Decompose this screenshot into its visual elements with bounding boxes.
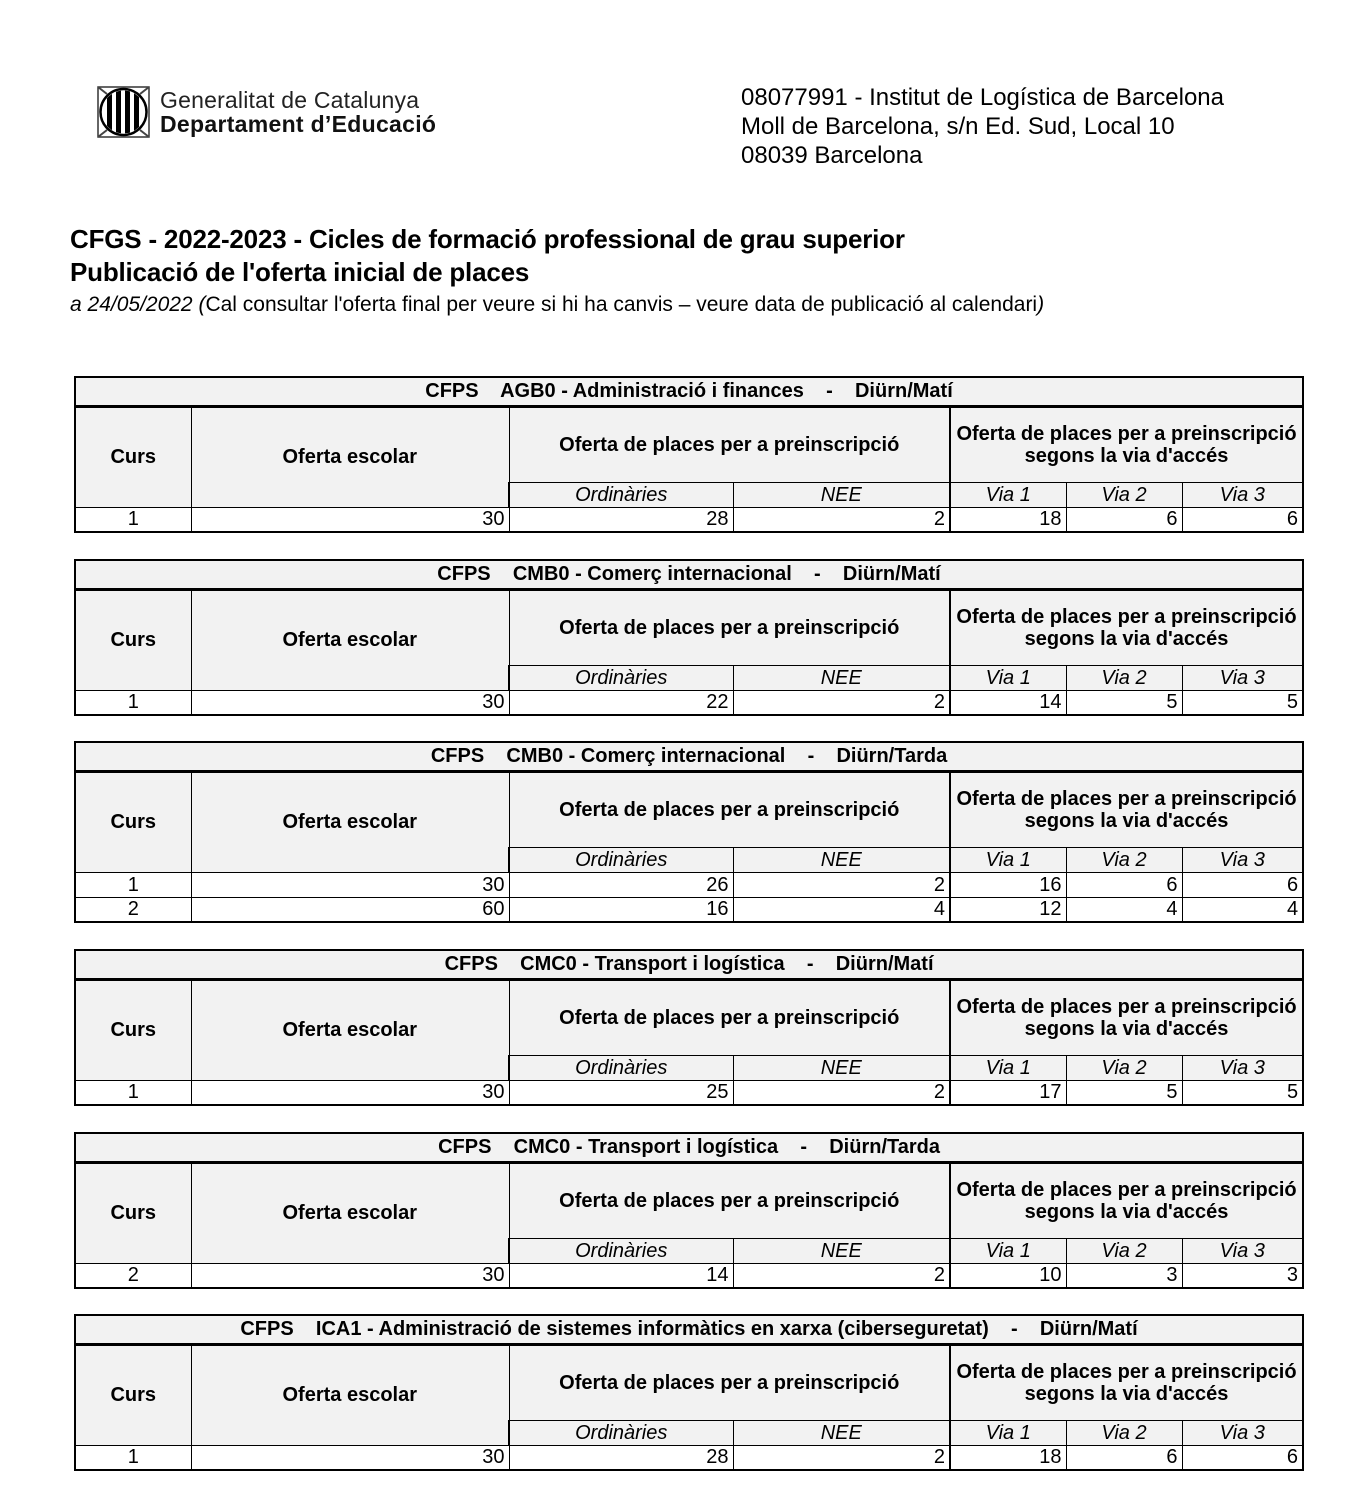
cell-via-2: 6 — [1066, 507, 1182, 532]
header-oferta-escolar: Oferta escolar — [191, 1344, 509, 1445]
header-via-1: Via 1 — [950, 1420, 1066, 1445]
header-via-acces: Oferta de places per a preinscripció segons la via d'accés — [950, 406, 1303, 482]
header-preinscripcio: Oferta de places per a preinscripció — [509, 1162, 950, 1238]
document-titles — [70, 222, 1044, 321]
header-curs: Curs — [75, 1162, 191, 1263]
header-nee: NEE — [733, 1420, 950, 1445]
header-oferta-escolar: Oferta escolar — [191, 771, 509, 872]
table-caption: CFPS CMC0 - Transport i logística - Diürn/Tarda — [75, 1133, 1303, 1162]
logo-line-departament: Departament d’Educació — [160, 111, 437, 137]
cell-via-3: 3 — [1182, 1263, 1303, 1288]
offer-table — [74, 376, 1304, 533]
cell-oferta-escolar: 60 — [191, 897, 509, 922]
table-row — [75, 690, 1303, 715]
cell-curs: 1 — [75, 872, 191, 897]
cell-oferta-escolar: 30 — [191, 1263, 509, 1288]
header-nee: NEE — [733, 482, 950, 507]
header-via-1: Via 1 — [950, 482, 1066, 507]
header-curs: Curs — [75, 1344, 191, 1445]
header-via-2: Via 2 — [1066, 1055, 1182, 1080]
header-nee: NEE — [733, 1238, 950, 1263]
table-caption: CFPS CMB0 - Comerç internacional - Diürn/Tarda — [75, 742, 1303, 771]
cell-curs: 1 — [75, 1445, 191, 1470]
cell-nee: 2 — [733, 872, 950, 897]
header-curs: Curs — [75, 406, 191, 507]
cell-via-3: 6 — [1182, 507, 1303, 532]
header-preinscripcio: Oferta de places per a preinscripció — [509, 1344, 950, 1420]
header-via-3: Via 3 — [1182, 665, 1303, 690]
header-nee: NEE — [733, 665, 950, 690]
header-via-1: Via 1 — [950, 1238, 1066, 1263]
header-via-2: Via 2 — [1066, 665, 1182, 690]
cell-via-3: 6 — [1182, 1445, 1303, 1470]
table-row — [75, 1263, 1303, 1288]
cell-via-1: 18 — [950, 1445, 1066, 1470]
offer-table — [74, 559, 1304, 716]
header-preinscripcio: Oferta de places per a preinscripció — [509, 589, 950, 665]
cell-ordinaries: 14 — [509, 1263, 733, 1288]
cell-curs: 1 — [75, 507, 191, 532]
cell-via-3: 5 — [1182, 1080, 1303, 1105]
cell-via-1: 14 — [950, 690, 1066, 715]
header-via-acces: Oferta de places per a preinscripció segons la via d'accés — [950, 589, 1303, 665]
table-row — [75, 872, 1303, 897]
header-oferta-escolar: Oferta escolar — [191, 589, 509, 690]
cell-oferta-escolar: 30 — [191, 690, 509, 715]
header-curs: Curs — [75, 589, 191, 690]
offer-table — [74, 741, 1304, 923]
header-oferta-escolar: Oferta escolar — [191, 406, 509, 507]
cell-oferta-escolar: 30 — [191, 507, 509, 532]
table-row — [75, 507, 1303, 532]
table-caption: CFPS CMB0 - Comerç internacional - Diürn/Matí — [75, 560, 1303, 589]
cell-via-3: 4 — [1182, 897, 1303, 922]
cell-via-3: 6 — [1182, 872, 1303, 897]
header-via-3: Via 3 — [1182, 847, 1303, 872]
cell-via-2: 5 — [1066, 690, 1182, 715]
cell-via-1: 10 — [950, 1263, 1066, 1288]
cell-oferta-escolar: 30 — [191, 872, 509, 897]
school-city: 08039 Barcelona — [741, 142, 923, 169]
cell-nee: 2 — [733, 1263, 950, 1288]
header-via-2: Via 2 — [1066, 1420, 1182, 1445]
header-ordinaries: Ordinàries — [509, 665, 733, 690]
header-via-acces: Oferta de places per a preinscripció segons la via d'accés — [950, 979, 1303, 1055]
header-via-1: Via 1 — [950, 847, 1066, 872]
offer-table — [74, 1314, 1304, 1471]
school-code-name: 08077991 - Institut de Logística de Barcelona — [741, 84, 1224, 111]
cell-nee: 2 — [733, 1445, 950, 1470]
generalitat-logo — [97, 86, 436, 138]
offer-table — [74, 949, 1304, 1106]
header-via-2: Via 2 — [1066, 847, 1182, 872]
cell-ordinaries: 16 — [509, 897, 733, 922]
table-caption: CFPS CMC0 - Transport i logística - Diürn/Matí — [75, 950, 1303, 979]
cell-ordinaries: 28 — [509, 1445, 733, 1470]
cell-via-2: 3 — [1066, 1263, 1182, 1288]
cell-oferta-escolar: 30 — [191, 1080, 509, 1105]
header-curs: Curs — [75, 979, 191, 1080]
cell-via-1: 17 — [950, 1080, 1066, 1105]
generalitat-emblem-icon — [97, 86, 150, 138]
cell-curs: 1 — [75, 1080, 191, 1105]
header-via-3: Via 3 — [1182, 1238, 1303, 1263]
cell-oferta-escolar: 30 — [191, 1445, 509, 1470]
table-row — [75, 1445, 1303, 1470]
header-via-3: Via 3 — [1182, 1055, 1303, 1080]
header-via-acces: Oferta de places per a preinscripció segons la via d'accés — [950, 771, 1303, 847]
publication-note-close: ) — [1037, 293, 1045, 316]
cell-ordinaries: 25 — [509, 1080, 733, 1105]
cell-via-2: 4 — [1066, 897, 1182, 922]
cell-ordinaries: 28 — [509, 507, 733, 532]
header-via-2: Via 2 — [1066, 1238, 1182, 1263]
cell-nee: 4 — [733, 897, 950, 922]
header-ordinaries: Ordinàries — [509, 1238, 733, 1263]
header-via-1: Via 1 — [950, 665, 1066, 690]
cell-via-2: 6 — [1066, 1445, 1182, 1470]
cell-ordinaries: 22 — [509, 690, 733, 715]
header-nee: NEE — [733, 847, 950, 872]
cell-via-1: 18 — [950, 507, 1066, 532]
cell-via-2: 5 — [1066, 1080, 1182, 1105]
cell-via-1: 16 — [950, 872, 1066, 897]
header-oferta-escolar: Oferta escolar — [191, 979, 509, 1080]
school-address — [741, 83, 1224, 170]
table-row — [75, 1080, 1303, 1105]
school-street: Moll de Barcelona, s/n Ed. Sud, Local 10 — [741, 113, 1175, 140]
page-title: CFGS - 2022-2023 - Cicles de formació professional de grau superior — [70, 224, 905, 254]
header-ordinaries: Ordinàries — [509, 1420, 733, 1445]
logo-line-generalitat: Generalitat de Catalunya — [160, 87, 420, 113]
header-ordinaries: Ordinàries — [509, 1055, 733, 1080]
cell-via-3: 5 — [1182, 690, 1303, 715]
header-via-2: Via 2 — [1066, 482, 1182, 507]
cell-via-2: 6 — [1066, 872, 1182, 897]
header-nee: NEE — [733, 1055, 950, 1080]
header-preinscripcio: Oferta de places per a preinscripció — [509, 406, 950, 482]
table-row — [75, 897, 1303, 922]
cell-nee: 2 — [733, 507, 950, 532]
offer-table — [74, 1132, 1304, 1289]
header-via-acces: Oferta de places per a preinscripció segons la via d'accés — [950, 1344, 1303, 1420]
header-ordinaries: Ordinàries — [509, 847, 733, 872]
header-via-1: Via 1 — [950, 1055, 1066, 1080]
cell-nee: 2 — [733, 690, 950, 715]
cell-curs: 2 — [75, 1263, 191, 1288]
cell-nee: 2 — [733, 1080, 950, 1105]
header-via-3: Via 3 — [1182, 1420, 1303, 1445]
header-preinscripcio: Oferta de places per a preinscripció — [509, 979, 950, 1055]
header-curs: Curs — [75, 771, 191, 872]
cell-via-1: 12 — [950, 897, 1066, 922]
header-ordinaries: Ordinàries — [509, 482, 733, 507]
table-caption: CFPS AGB0 - Administració i finances - Diürn/Matí — [75, 377, 1303, 406]
publication-date: a 24/05/2022 ( — [70, 293, 206, 316]
page-subtitle: Publicació de l'oferta inicial de places — [70, 257, 530, 287]
header-preinscripcio: Oferta de places per a preinscripció — [509, 771, 950, 847]
header-via-3: Via 3 — [1182, 482, 1303, 507]
cell-ordinaries: 26 — [509, 872, 733, 897]
cell-curs: 2 — [75, 897, 191, 922]
header-via-acces: Oferta de places per a preinscripció segons la via d'accés — [950, 1162, 1303, 1238]
publication-note — [70, 289, 1044, 321]
table-caption: CFPS ICA1 - Administració de sistemes informàtics en xarxa (ciberseguretat) - Diürn/Matí — [75, 1315, 1303, 1344]
publication-note-text: Cal consultar l'oferta final per veure si hi ha canvis – veure data de publicació al calendari — [205, 293, 1038, 316]
cell-curs: 1 — [75, 690, 191, 715]
header-oferta-escolar: Oferta escolar — [191, 1162, 509, 1263]
